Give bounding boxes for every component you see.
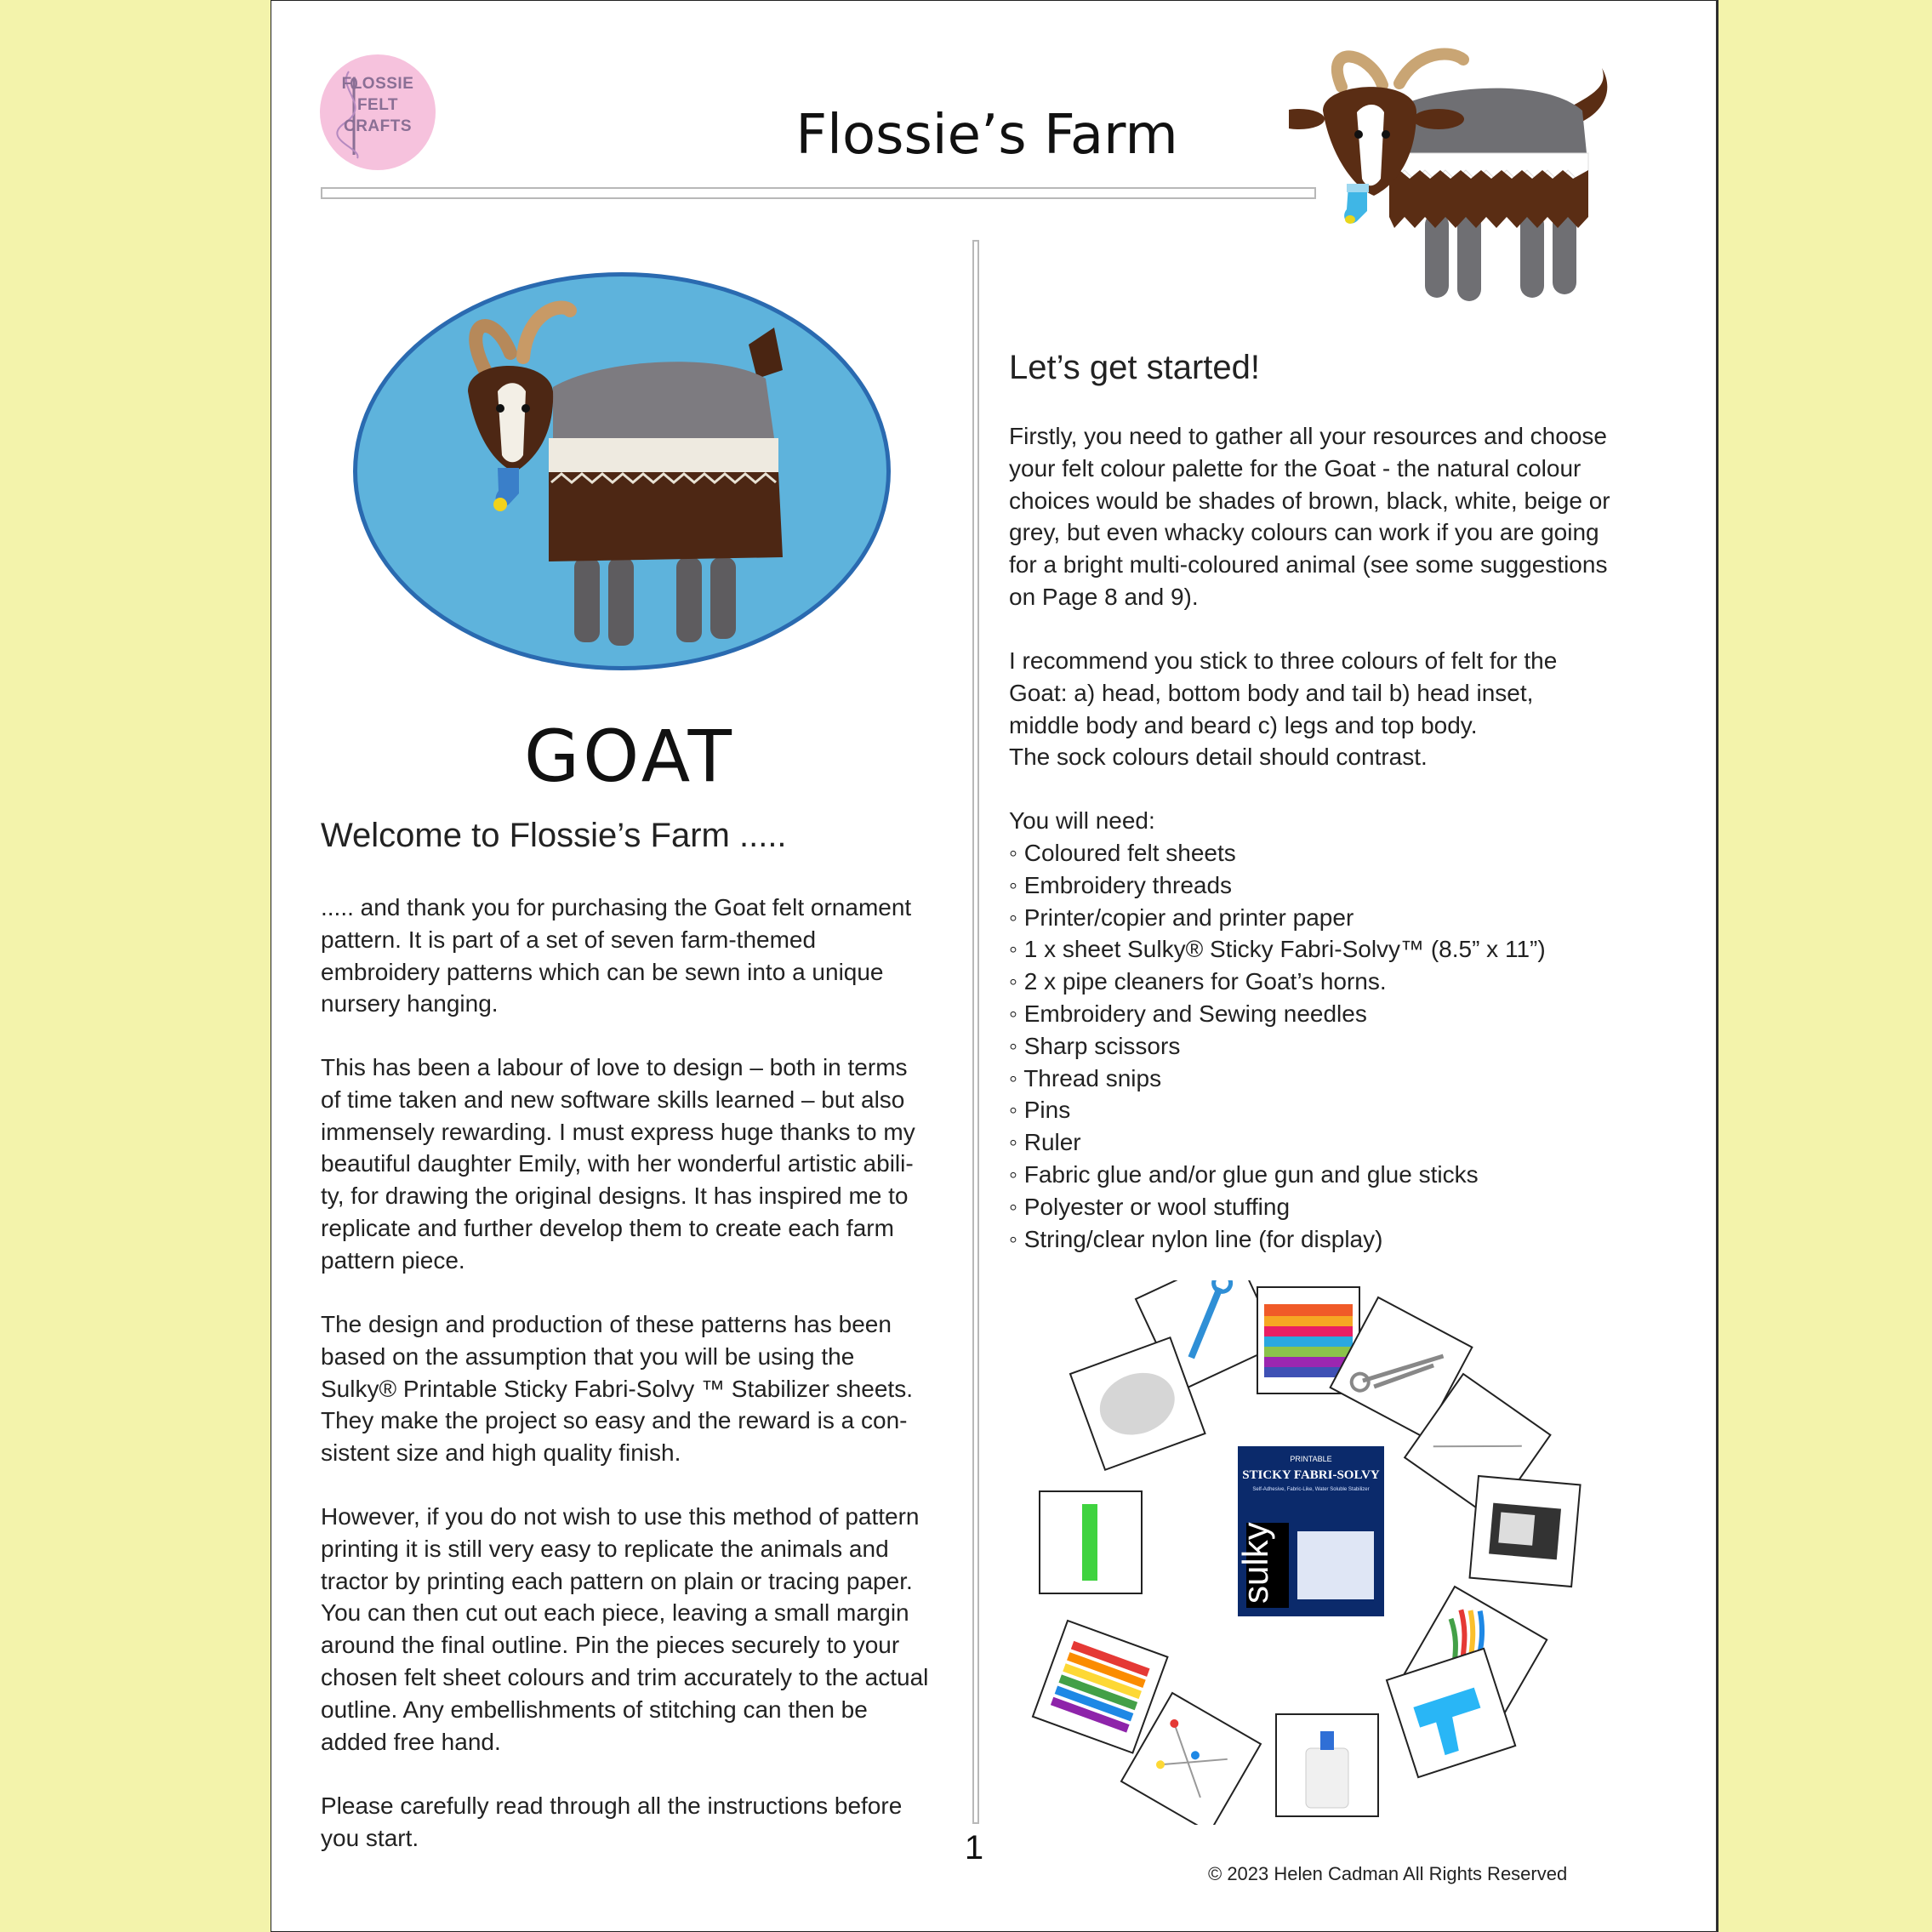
felt-goat-image (357, 276, 891, 670)
list-item: ◦ Polyester or wool stuffing (1009, 1191, 1546, 1223)
product-name: STICKY FABRI-SOLVY (1242, 1468, 1380, 1482)
list-item: ◦ 1 x sheet Sulky® Sticky Fabri-Solvy™ (8.5” x 11”) (1009, 933, 1546, 966)
goat-illustration (1289, 34, 1612, 306)
logo-line-2: FELT (356, 96, 399, 114)
left-paragraph-5: Please carefully read through all the instructions before you start. (321, 1792, 903, 1851)
you-will-need-label: You will need: (1009, 807, 1155, 834)
get-started-heading: Let’s get started! (1009, 349, 1260, 386)
list-item: ◦ Pins (1009, 1094, 1546, 1126)
list-item: ◦ Embroidery and Sewing needles (1009, 998, 1546, 1030)
supplies-collage (1029, 1280, 1591, 1825)
list-item: ◦ Fabric glue and/or glue gun and glue sticks (1009, 1159, 1546, 1191)
fabri-solvy-product (1235, 1446, 1384, 1616)
list-item: ◦ Thread snips (1009, 1063, 1546, 1095)
right-paragraph-1: Firstly, you need to gather all your resources and choose your felt colour palette for the Goat - the natural colour choices would be shades of brown, black, white, beige or grey, but even whacky colours can work if you are going for a bright multi-coloured animal (see some suggestions on Page 8 and 9). (1009, 423, 1610, 610)
logo-line-3: CRAFTS (343, 117, 413, 135)
left-paragraph-4: However, if you do not wish to use this method of pattern printing it is still very easy to replicate the animals and tractor by printing each pattern on plain or tracing paper. You can then cut out each piece, leaving a small margin around the final outline. Pin the pieces securely to your chosen felt sheet colours and trim accurately to the actual outline. Any embellishments of stitching can then be added free hand. (321, 1503, 929, 1755)
page-number: 1 (964, 1829, 984, 1866)
right-paragraph-2: I recommend you stick to three colours of felt for the Goat: a) head, bottom body and tail b) head inset, middle body and beard c) legs and top body. The sock colours detail should contrast. (1009, 647, 1558, 771)
welcome-heading: Welcome to Flossie’s Farm ..... (321, 817, 787, 854)
list-item: ◦ Coloured felt sheets (1009, 837, 1546, 869)
flossie-logo (320, 54, 436, 170)
right-margin-line (1716, 0, 1718, 1932)
embroidery-threads-card (1033, 1621, 1168, 1753)
fabric-glue-card (1276, 1714, 1378, 1816)
left-paragraph-2: This has been a labour of love to design – both in terms of time taken and new software skills learned – but also immensely rewarding. I must express huge thanks to my beautiful daughter Emily, with her wonderful artistic abili- ty, for drawing the original designs. It has inspired me to replicate and further develop them to create each farm pattern piece. (321, 1054, 915, 1274)
ruler-card (1040, 1491, 1142, 1593)
list-item: ◦ Ruler (1009, 1126, 1546, 1159)
logo-line-1: FLOSSIE (341, 75, 414, 93)
title-underline-bar (321, 187, 1316, 199)
product-brand: sulky (1235, 1522, 1275, 1604)
list-item: ◦ Printer/copier and printer paper (1009, 902, 1546, 934)
supplies-list (1009, 837, 1546, 1255)
list-item: ◦ Embroidery threads (1009, 869, 1546, 902)
list-item: ◦ 2 x pipe cleaners for Goat’s horns. (1009, 966, 1546, 998)
product-brand-top: PRINTABLE (1290, 1455, 1332, 1463)
left-paragraph-3: The design and production of these patterns has been based on the assumption that you will be using the Sulky® Printable Sticky Fabri-Solvy ™ Stabilizer sheets. They make the project so easy and the reward is a con- sistent size and high quality finish. (321, 1311, 913, 1467)
list-item: ◦ Sharp scissors (1009, 1030, 1546, 1063)
printer-card (1470, 1476, 1581, 1587)
page-title: Flossie’s Farm (795, 104, 1178, 167)
left-paragraph-1: ..... and thank you for purchasing the Goat felt ornament pattern. It is part of a set of seven farm-themed embroidery patterns which can be sewn into a unique nursery hanging. (321, 894, 912, 1017)
goat-felt-photo (353, 272, 891, 670)
logo-text (320, 73, 436, 137)
product-subtitle: Self-Adhesive, Fabric-Like, Water Soluble Stabilizer (1252, 1487, 1370, 1492)
list-item: ◦ String/clear nylon line (for display) (1009, 1223, 1546, 1256)
goat-heading: GOAT (524, 715, 735, 798)
copyright: © 2023 Helen Cadman All Rights Reserved (1208, 1863, 1568, 1884)
column-divider (972, 240, 979, 1824)
